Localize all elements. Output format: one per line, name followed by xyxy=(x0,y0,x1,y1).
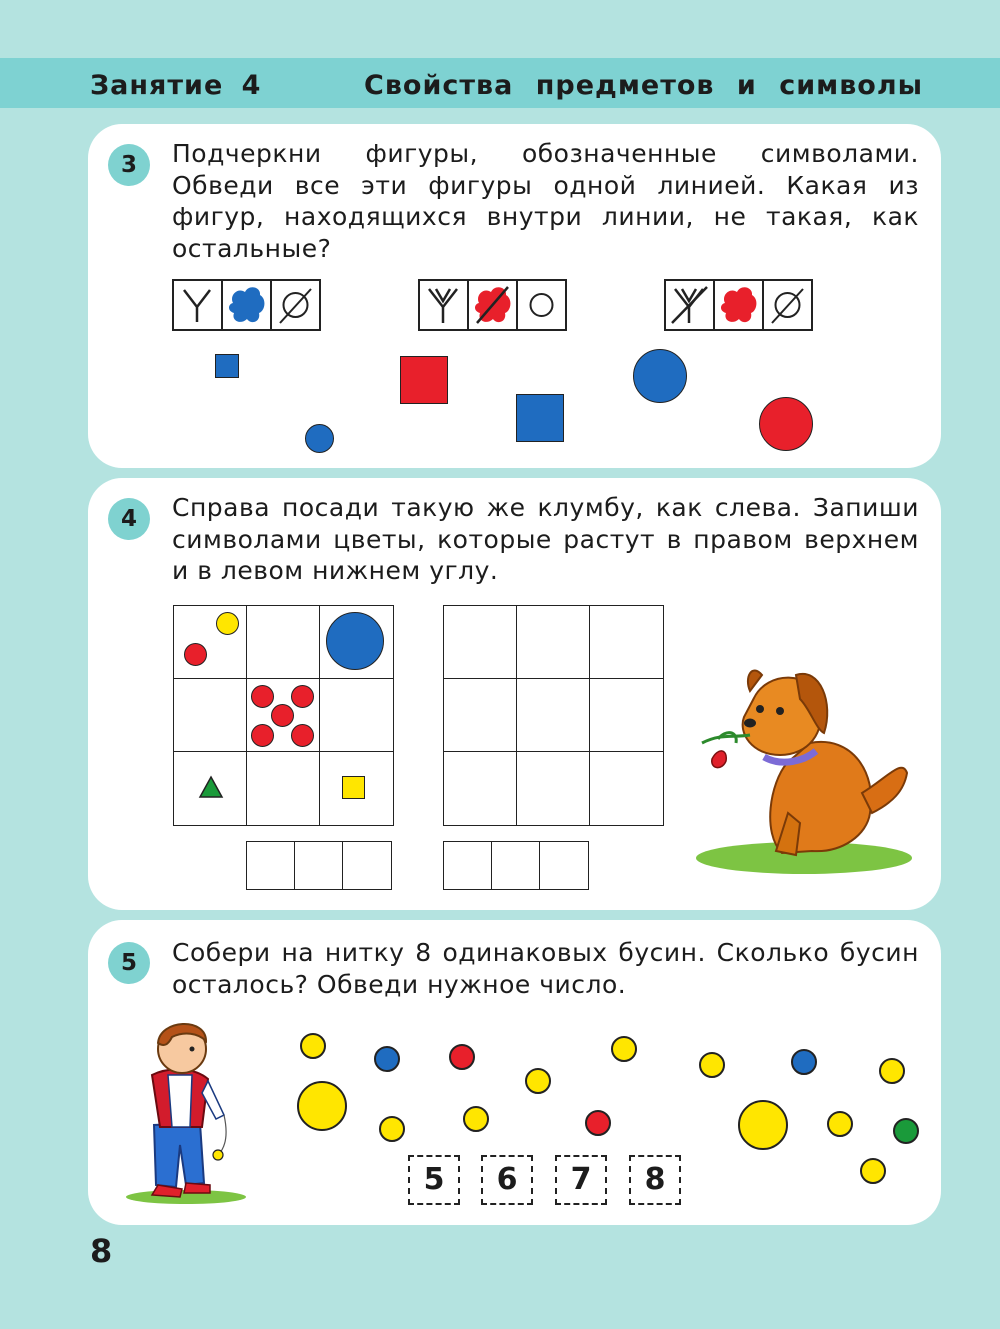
task-3-text: Подчеркни фигуры, обозначенные символами. Обведи все эти фигуры одной линией. Какая из фигур, находящихся внутри линии, не такая, как остальные? xyxy=(172,139,919,263)
answer-cell[interactable] xyxy=(444,842,492,889)
yellow-bead[interactable] xyxy=(525,1068,551,1094)
grid-cell xyxy=(247,679,320,752)
grid-cell xyxy=(320,752,393,825)
red-bead[interactable] xyxy=(449,1044,475,1070)
grid-cell[interactable] xyxy=(590,606,663,679)
task-5-text: Собери на нитку 8 одинаковых бусин. Сколько бусин осталось? Обведи нужное число. xyxy=(172,938,919,999)
circle-crossed-symbol-icon xyxy=(764,281,811,329)
yellow-bead[interactable] xyxy=(463,1106,489,1132)
lesson-label: Занятие 4 xyxy=(90,70,262,101)
green-bead[interactable] xyxy=(893,1118,919,1144)
answer-strip-1 xyxy=(246,841,392,890)
large-yellow-bead[interactable] xyxy=(297,1081,347,1131)
yellow-bead[interactable] xyxy=(879,1058,905,1084)
large-blue-flower xyxy=(326,612,384,670)
symbol-legend-3 xyxy=(664,279,813,331)
task-number: 3 xyxy=(108,144,150,186)
large-red-circle[interactable] xyxy=(759,397,813,451)
red-flower xyxy=(271,704,294,727)
answer-cell[interactable] xyxy=(540,842,588,889)
red-flower xyxy=(291,724,314,747)
answer-choice-6[interactable]: 6 xyxy=(481,1155,533,1205)
yellow-bead[interactable] xyxy=(827,1111,853,1137)
small-size-symbol-icon xyxy=(174,281,223,329)
red-flower xyxy=(251,724,274,747)
task-number: 4 xyxy=(108,498,150,540)
page-number: 8 xyxy=(90,1232,113,1270)
red-bead[interactable] xyxy=(585,1110,611,1136)
grid-cell[interactable] xyxy=(444,679,517,752)
red-flower xyxy=(184,643,207,666)
answer-strip-2 xyxy=(443,841,589,890)
grid-cell[interactable] xyxy=(517,752,590,825)
symbol-legend-2 xyxy=(418,279,567,331)
answer-cell[interactable] xyxy=(343,842,391,889)
blue-bead[interactable] xyxy=(791,1049,817,1075)
answer-cell[interactable] xyxy=(492,842,540,889)
large-size-crossed-symbol-icon xyxy=(666,281,715,329)
large-yellow-bead[interactable] xyxy=(738,1100,788,1150)
blue-bead[interactable] xyxy=(374,1046,400,1072)
red-flower xyxy=(251,685,274,708)
yellow-flower xyxy=(216,612,239,635)
grid-cell[interactable] xyxy=(444,606,517,679)
yellow-bead[interactable] xyxy=(860,1158,886,1184)
answer-choice-7[interactable]: 7 xyxy=(555,1155,607,1205)
grid-cell xyxy=(320,679,393,752)
symbol-legend-1 xyxy=(172,279,321,331)
grid-cell[interactable] xyxy=(517,679,590,752)
task-4-text: Справа посади такую же клумбу, как слева. Запиши символами цветы, которые растут в правом верхнем и в левом нижнем углу. xyxy=(172,493,919,585)
boy-illustration xyxy=(124,1015,254,1205)
red-blot-icon xyxy=(715,281,764,329)
grid-cell[interactable] xyxy=(590,752,663,825)
green-triangle-flower xyxy=(198,775,224,799)
large-red-square[interactable] xyxy=(400,356,448,404)
task-5-card xyxy=(88,920,941,1225)
yellow-bead[interactable] xyxy=(300,1033,326,1059)
grid-cell[interactable] xyxy=(444,752,517,825)
small-blue-square[interactable] xyxy=(215,354,239,378)
red-flower xyxy=(291,685,314,708)
blue-blot-icon xyxy=(223,281,272,329)
grid-cell xyxy=(174,752,247,825)
grid-cell xyxy=(174,606,247,679)
yellow-bead[interactable] xyxy=(699,1052,725,1078)
answer-choice-5[interactable]: 5 xyxy=(408,1155,460,1205)
answer-cell[interactable] xyxy=(247,842,295,889)
task-number: 5 xyxy=(108,942,150,984)
page-title: Свойства предметов и символы xyxy=(364,70,924,101)
large-size-symbol-icon xyxy=(420,281,469,329)
right-flowerbed-grid xyxy=(443,605,664,826)
large-blue-circle[interactable] xyxy=(633,349,687,403)
large-blue-square[interactable] xyxy=(516,394,564,442)
left-flowerbed-grid xyxy=(173,605,394,826)
yellow-bead[interactable] xyxy=(611,1036,637,1062)
yellow-square-flower xyxy=(342,776,365,799)
grid-cell xyxy=(320,606,393,679)
red-blot-crossed-icon xyxy=(469,281,518,329)
yellow-bead[interactable] xyxy=(379,1116,405,1142)
grid-cell[interactable] xyxy=(590,679,663,752)
grid-cell xyxy=(174,679,247,752)
grid-cell[interactable] xyxy=(517,606,590,679)
small-blue-circle[interactable] xyxy=(305,424,334,453)
answer-choice-8[interactable]: 8 xyxy=(629,1155,681,1205)
task-4-card xyxy=(88,478,941,910)
circle-crossed-symbol-icon xyxy=(272,281,319,329)
task-3-card xyxy=(88,124,941,468)
circle-symbol-icon xyxy=(518,281,565,329)
grid-cell xyxy=(247,752,320,825)
dog-illustration xyxy=(692,663,922,878)
grid-cell xyxy=(247,606,320,679)
answer-cell[interactable] xyxy=(295,842,343,889)
